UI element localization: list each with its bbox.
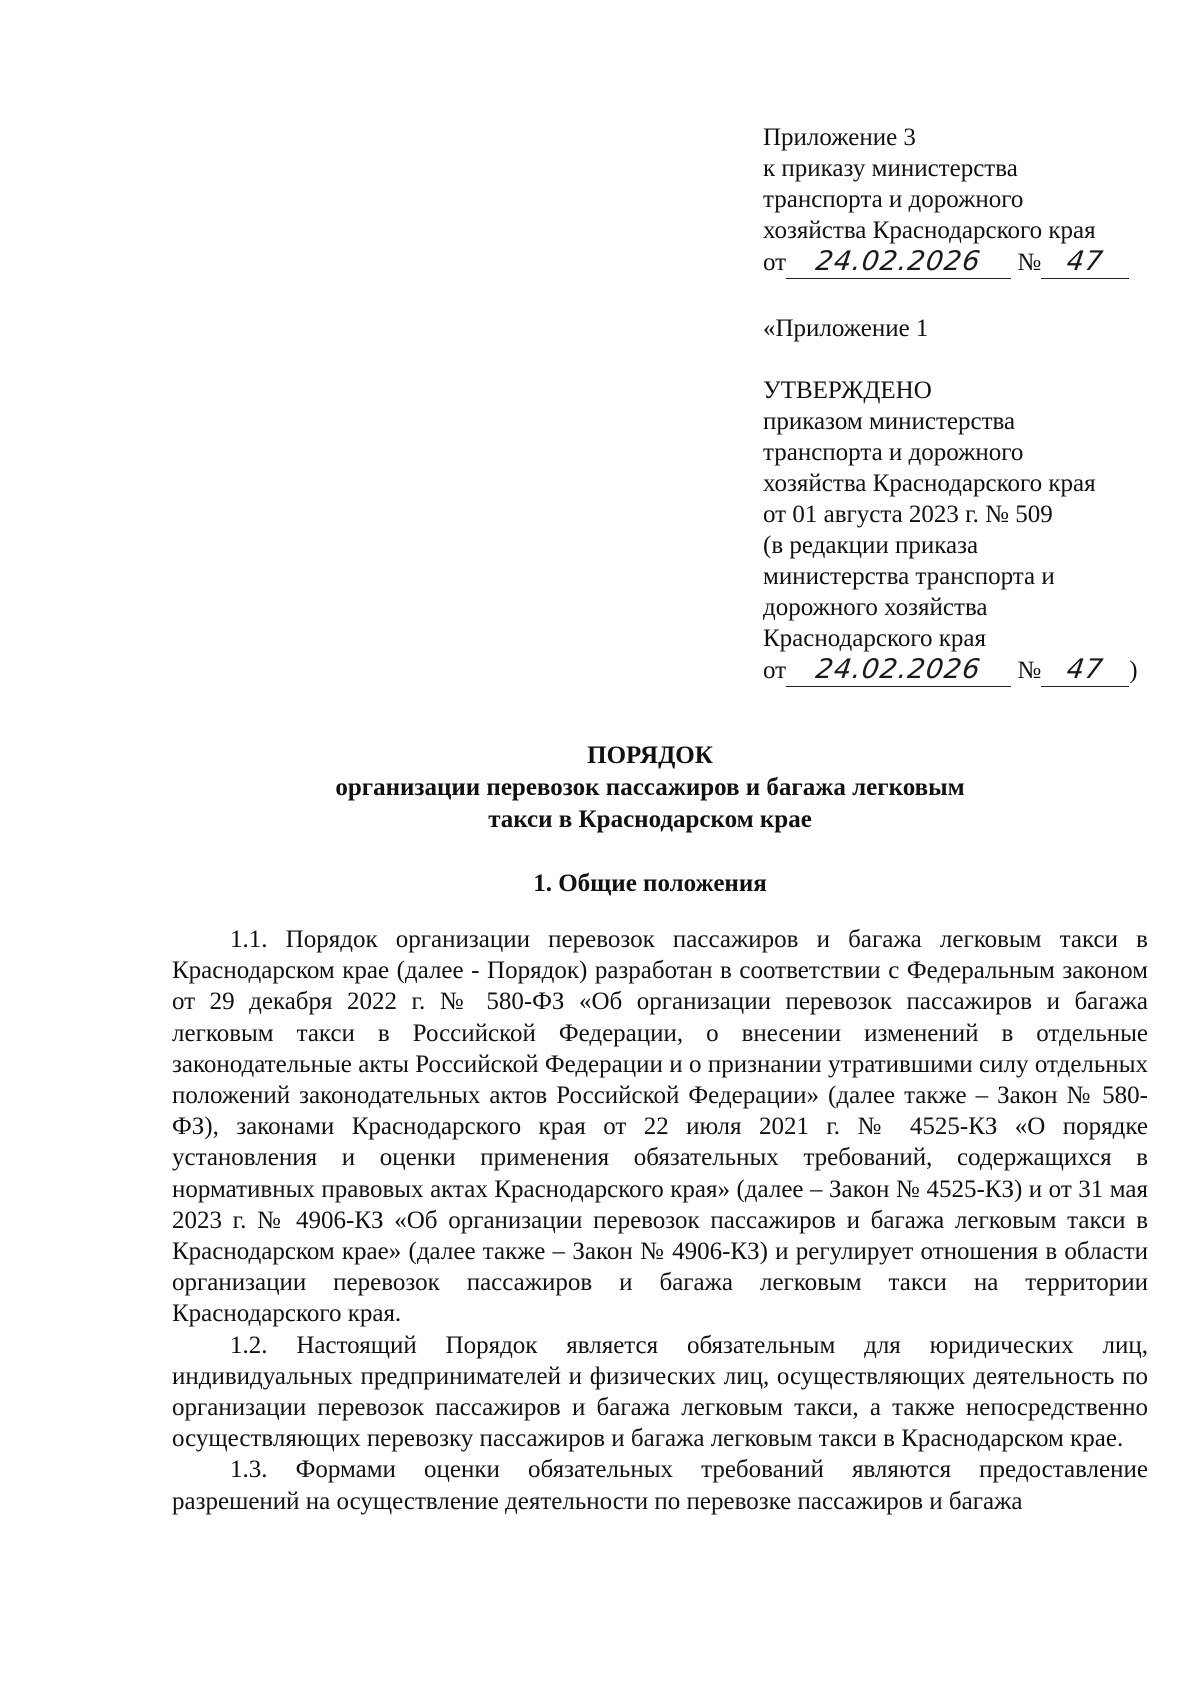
approved-line-3: хозяйства Краснодарского края	[763, 470, 1096, 497]
order-date-line	[763, 246, 1183, 279]
edition-number-sign: №	[1017, 657, 1042, 684]
paragraph-1-3: 1.3. Формами оценки обязательных требований являются предоставление разрешений на осуществление деятельности по перевозке пассажиров и багажа	[172, 1456, 1148, 1515]
paragraph-1-1: 1.1. Порядок организации перевозок пассажиров и багажа легковым такси в Краснодарском крае (далее - Порядок) разработан в соответствии с Федеральным законом от 29 декабря 2022 г. № 580-ФЗ «Об организации перевозок пассажиров и багажа легковым такси в Российской Федерации, о внесении изменений в отдельные законодательные акты Российской Федерации и о признании утратившими силу отдельных положений законодательных актов Российской Федерации» (далее также – Закон № 580-ФЗ), законами Краснодарского края от 22 июля 2021 г. № 4525-КЗ «О порядке установления и оценки применения обязательных требований, содержащихся в нормативных правовых актах Краснодарского края» (далее – Закон № 4525-КЗ) и от 31 мая 2023 г. № 4906-КЗ «Об организации перевозок пассажиров и багажа легковым такси в Краснодарском крае» (далее также – Закон № 4906-КЗ) и регулирует отношения в области организации перевозок пассажиров и багажа легковым такси на территории Краснодарского края.	[172, 926, 1148, 1328]
appendix-header	[763, 122, 1183, 687]
section-heading: 1. Общие положения	[533, 870, 767, 897]
number-sign: №	[1017, 249, 1042, 276]
prev-appendix-label: «Приложение 1	[763, 315, 929, 342]
approved-line-7: дорожного хозяйства	[763, 594, 988, 621]
document-title	[150, 740, 1150, 836]
edition-date-field	[786, 654, 1011, 687]
order-number-field	[1041, 246, 1129, 279]
order-date-handwritten: 24.02.2026	[814, 246, 984, 277]
approved-stamp-label: УТВЕРЖДЕНО	[763, 377, 932, 404]
edition-date-handwritten: 24.02.2026	[814, 654, 984, 685]
closing-paren: )	[1129, 657, 1138, 684]
title-line-3: такси в Краснодарском крае	[488, 806, 812, 833]
approved-line-6: министерства транспорта и	[763, 563, 1055, 590]
to-order-line-2: транспорта и дорожного	[763, 186, 1024, 213]
approved-line-2: транспорта и дорожного	[763, 439, 1024, 466]
edition-number-field	[1041, 654, 1129, 687]
appendix-label: Приложение 3	[763, 124, 916, 151]
approved-line-1: приказом министерства	[763, 408, 1016, 435]
section-body	[172, 924, 1148, 1517]
approved-line-8: Краснодарского края	[763, 625, 986, 652]
title-line-2: организации перевозок пассажиров и багажа легковым	[335, 774, 965, 801]
paragraph-1-2: 1.2. Настоящий Порядок является обязательным для юридических лиц, индивидуальных предпринимателей и физических лиц, осуществляющих деятельность по организации перевозок пассажиров и багажа легковым такси, а также непосредственно осуществляющих перевозку пассажиров и багажа легковым такси в Краснодарском крае.	[172, 1331, 1148, 1453]
to-order-line-3: хозяйства Краснодарского края	[763, 217, 1096, 244]
order-prefix: от	[763, 249, 787, 276]
edition-date-line	[763, 654, 1183, 687]
to-order-line-1: к приказу министерства	[763, 155, 1018, 182]
order-date-field	[786, 246, 1011, 279]
edition-number-handwritten: 47	[1064, 654, 1106, 685]
approved-line-4: от 01 августа 2023 г. № 509	[763, 501, 1053, 528]
order-number-handwritten: 47	[1064, 246, 1106, 277]
approved-line-5: (в редакции приказа	[763, 532, 979, 559]
title-line-1: ПОРЯДОК	[587, 742, 713, 769]
edition-prefix: от	[763, 657, 787, 684]
